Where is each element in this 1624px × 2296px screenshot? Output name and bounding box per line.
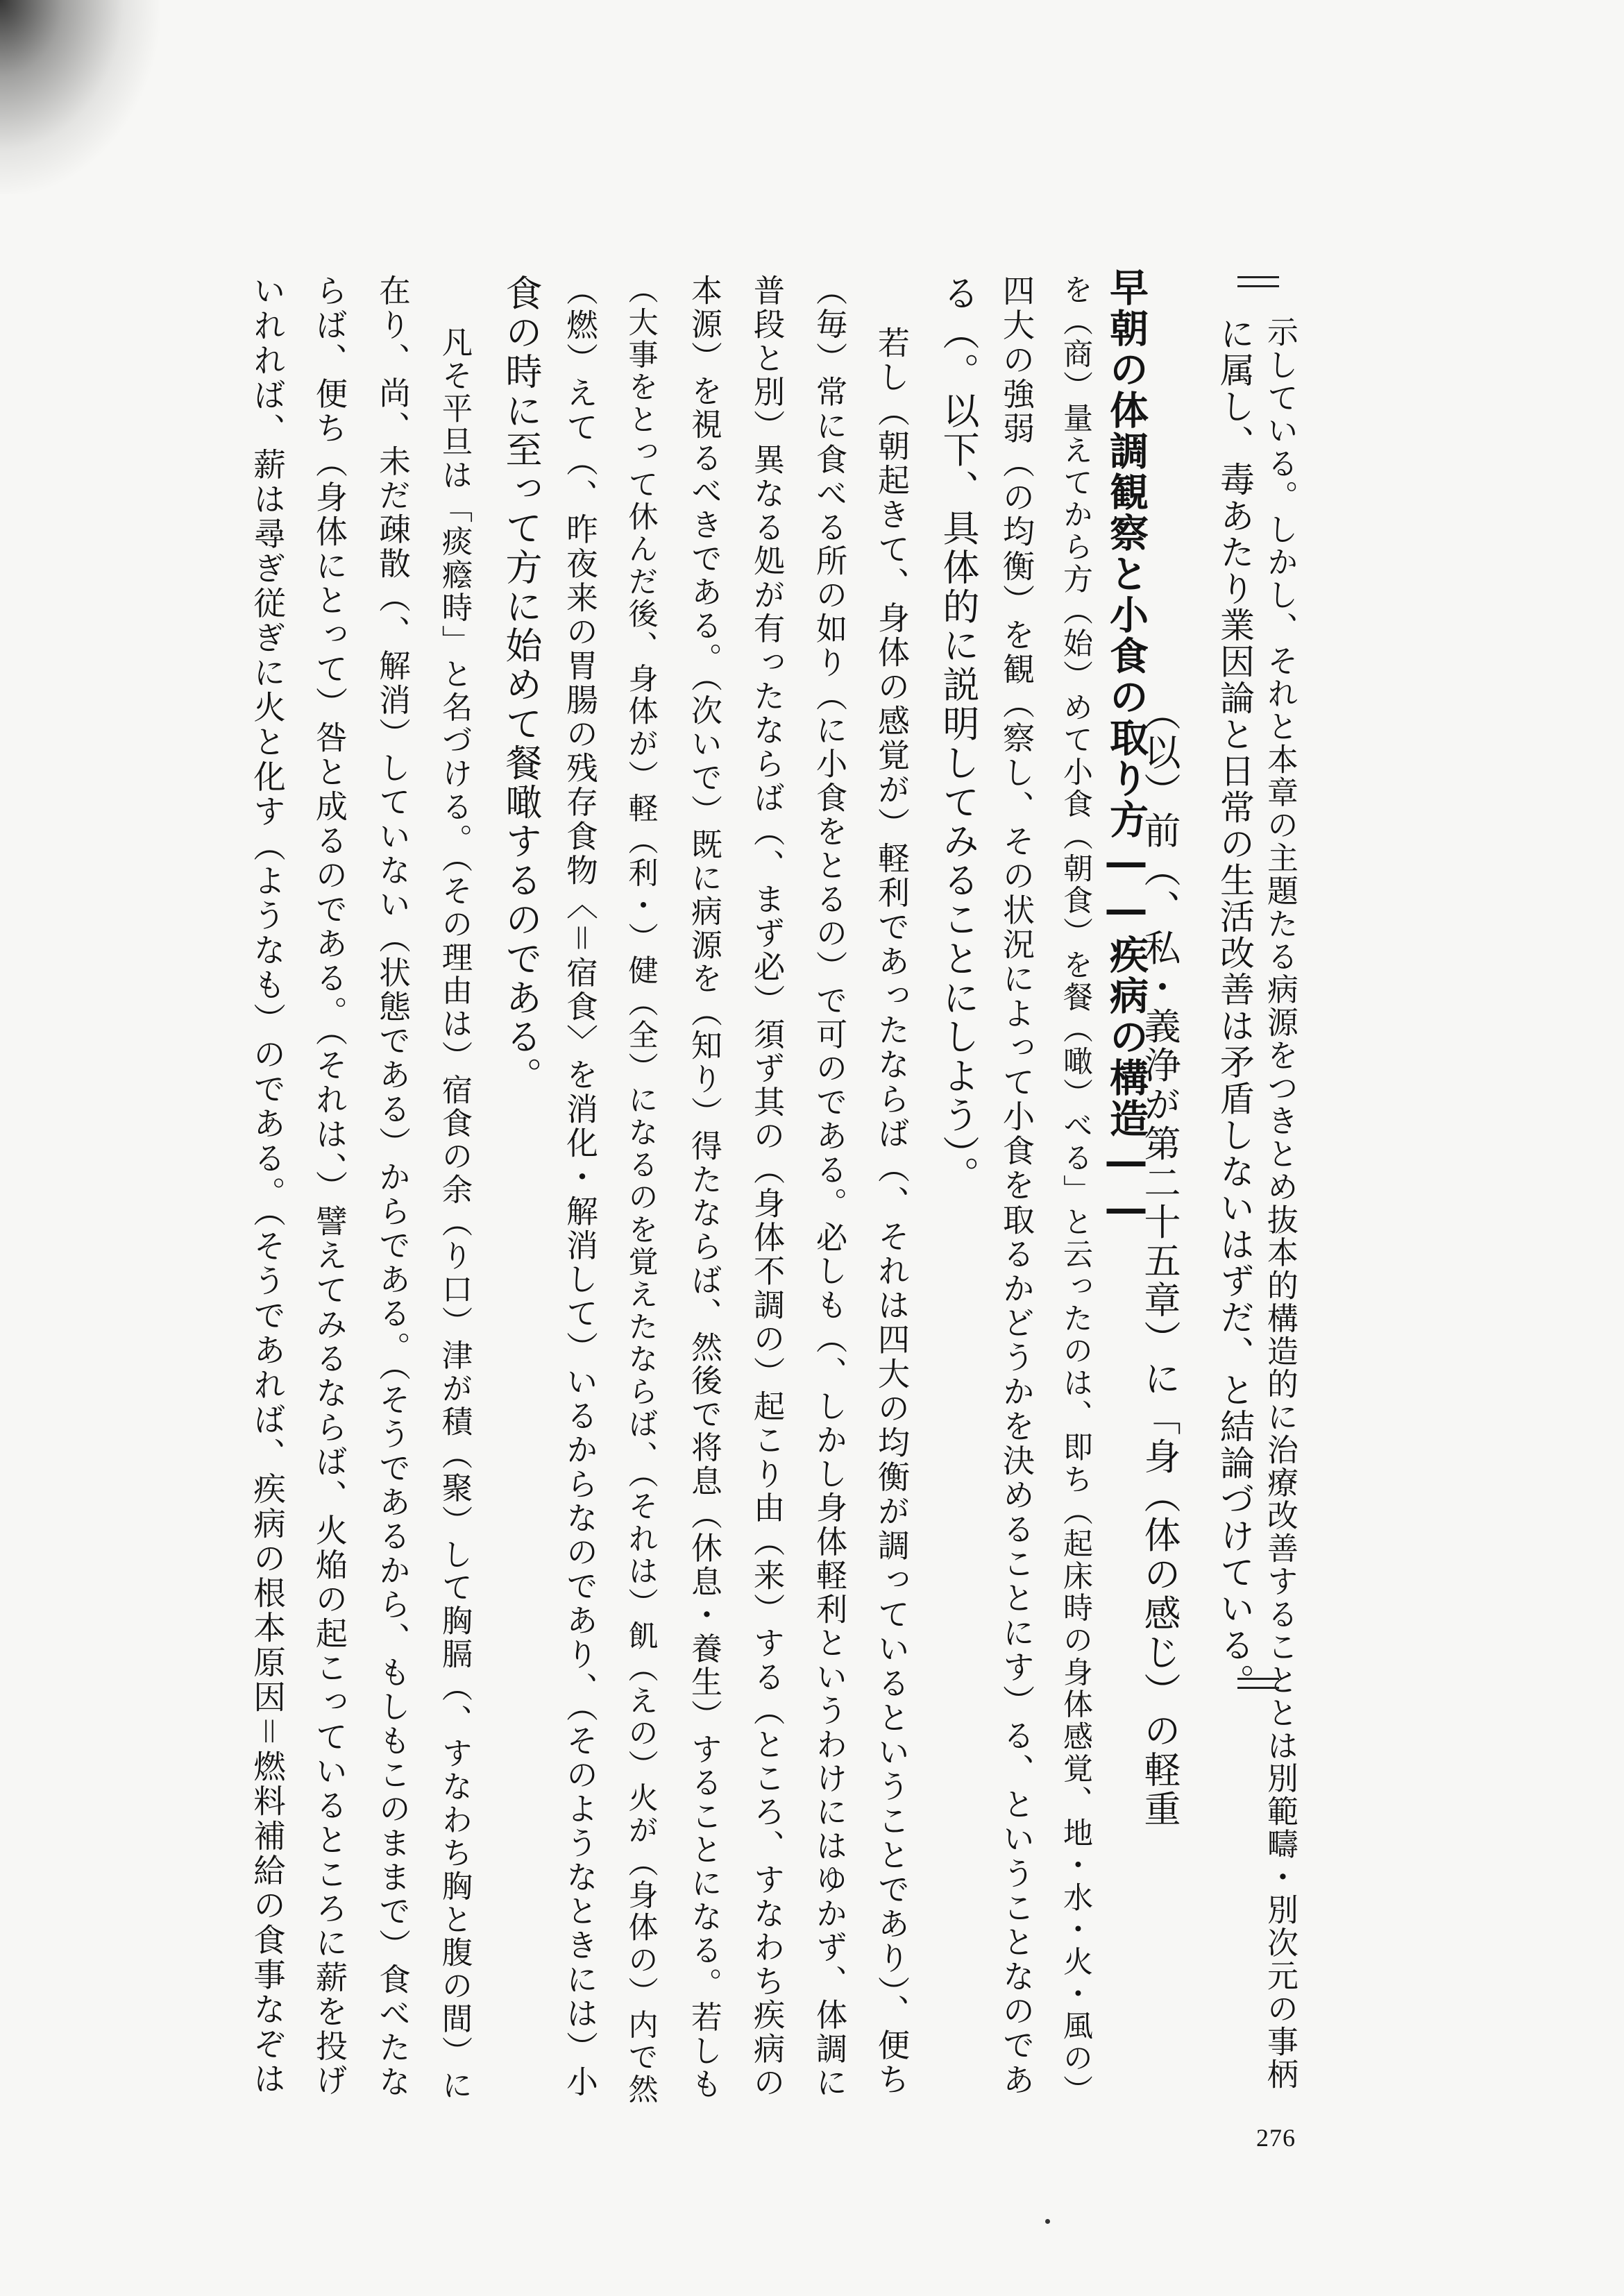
quote-top-rule [1237, 276, 1279, 287]
body-line-6: （毎）常に食べる所の如り（に小食をとるの）で可のである。必しも（、しかし身体軽利というわけにはゆかず、体調に [811, 274, 847, 2100]
body-line-7: 普段と別）異なる処が有ったならば（、まず必）須ず其の（身体不調の）起こり由（来）する（ところ、すなわち疾病の [748, 274, 785, 2100]
body-line-12: 凡そ平旦は「痰癊時」と名づける。（その理由は）宿食の余（り口）津が積（聚）して胸膈（、すなわち胸と腹の間）に [437, 326, 472, 2102]
scan-shadow [0, 0, 160, 194]
page-number: 276 [1256, 2124, 1296, 2152]
body-line-9: （大事をとって休んだ後、身体が）軽（利・）健（全）になるのを覚えたならば、（それは）飢（えの）火が（身体の）内で然 [623, 274, 658, 2107]
body-line-8: 本源）を視るべきである。（次いで）既に病源を（知り）得たならば、然後で将息（休息・養生）することになる。若しも [686, 274, 722, 2102]
quote-line-2: に属し、毒あたり業因論と日常の生活改善は矛盾しないはずだ、と結論づけている。 [1215, 316, 1255, 1700]
quote-line-1: 示している。しかし、それと本章の主題たる病源をつきとめ抜本的構造的に治療改善することとは別範疇・別次元の事柄 [1262, 316, 1299, 2091]
body-line-5: 若し（朝起きて、身体の感覚が）軽利であったならば（、それは四大の均衡が調っているということであり）、便ち [873, 326, 911, 2098]
body-line-11: 食の時に至って方に始めて餐噉するのである。 [500, 274, 542, 1096]
body-line-1: （以）前（、私・義浄が第二十五章）に「身（体の感じ）の軽重 [1138, 694, 1181, 1829]
body-line-14: らば、便ち（身体にとって）咎と成るのである。（それは、）譬えてみるならば、火焔の起こっているところに薪を投げ [311, 274, 348, 2098]
body-line-2: を（商）量えてから方（始）めて小食（朝食）を餐（噉）べる」と云ったのは、即ち（起床時の身体感覚、地・水・火・風の） [1058, 274, 1093, 2107]
body-line-3: 四大の強弱（の均衡）を観（察し、その状況によって小食を取るかどうかを決めることにす）る、ということなのであ [998, 274, 1035, 2098]
section-heading: 早朝の体調観察と小食の取り方――疾病の構造―― [1103, 267, 1149, 1234]
body-line-15: いれれば、薪は尋ぎ従ぎに火と化す（ようなも）のである。（そうであれば、疾病の根本原因＝燃料補給の食事なぞは [248, 274, 286, 2097]
body-line-13: 在り、尚、未だ疎散（、解消）していない（状態である）からである。（そうであるから、もしもこのままで）食べたな [374, 274, 411, 2100]
stray-mark [1045, 2219, 1050, 2224]
body-line-10: （燃）えて（、昨夜来の胃腸の残存食物〈＝宿食〉を消化・解消して）いるからなのであり、（そのようなときには）小 [561, 274, 598, 2100]
quote-bottom-rule [1237, 1678, 1279, 1689]
body-line-4: る（。以下、具体的に説明してみることにしよう）。 [937, 274, 979, 1196]
